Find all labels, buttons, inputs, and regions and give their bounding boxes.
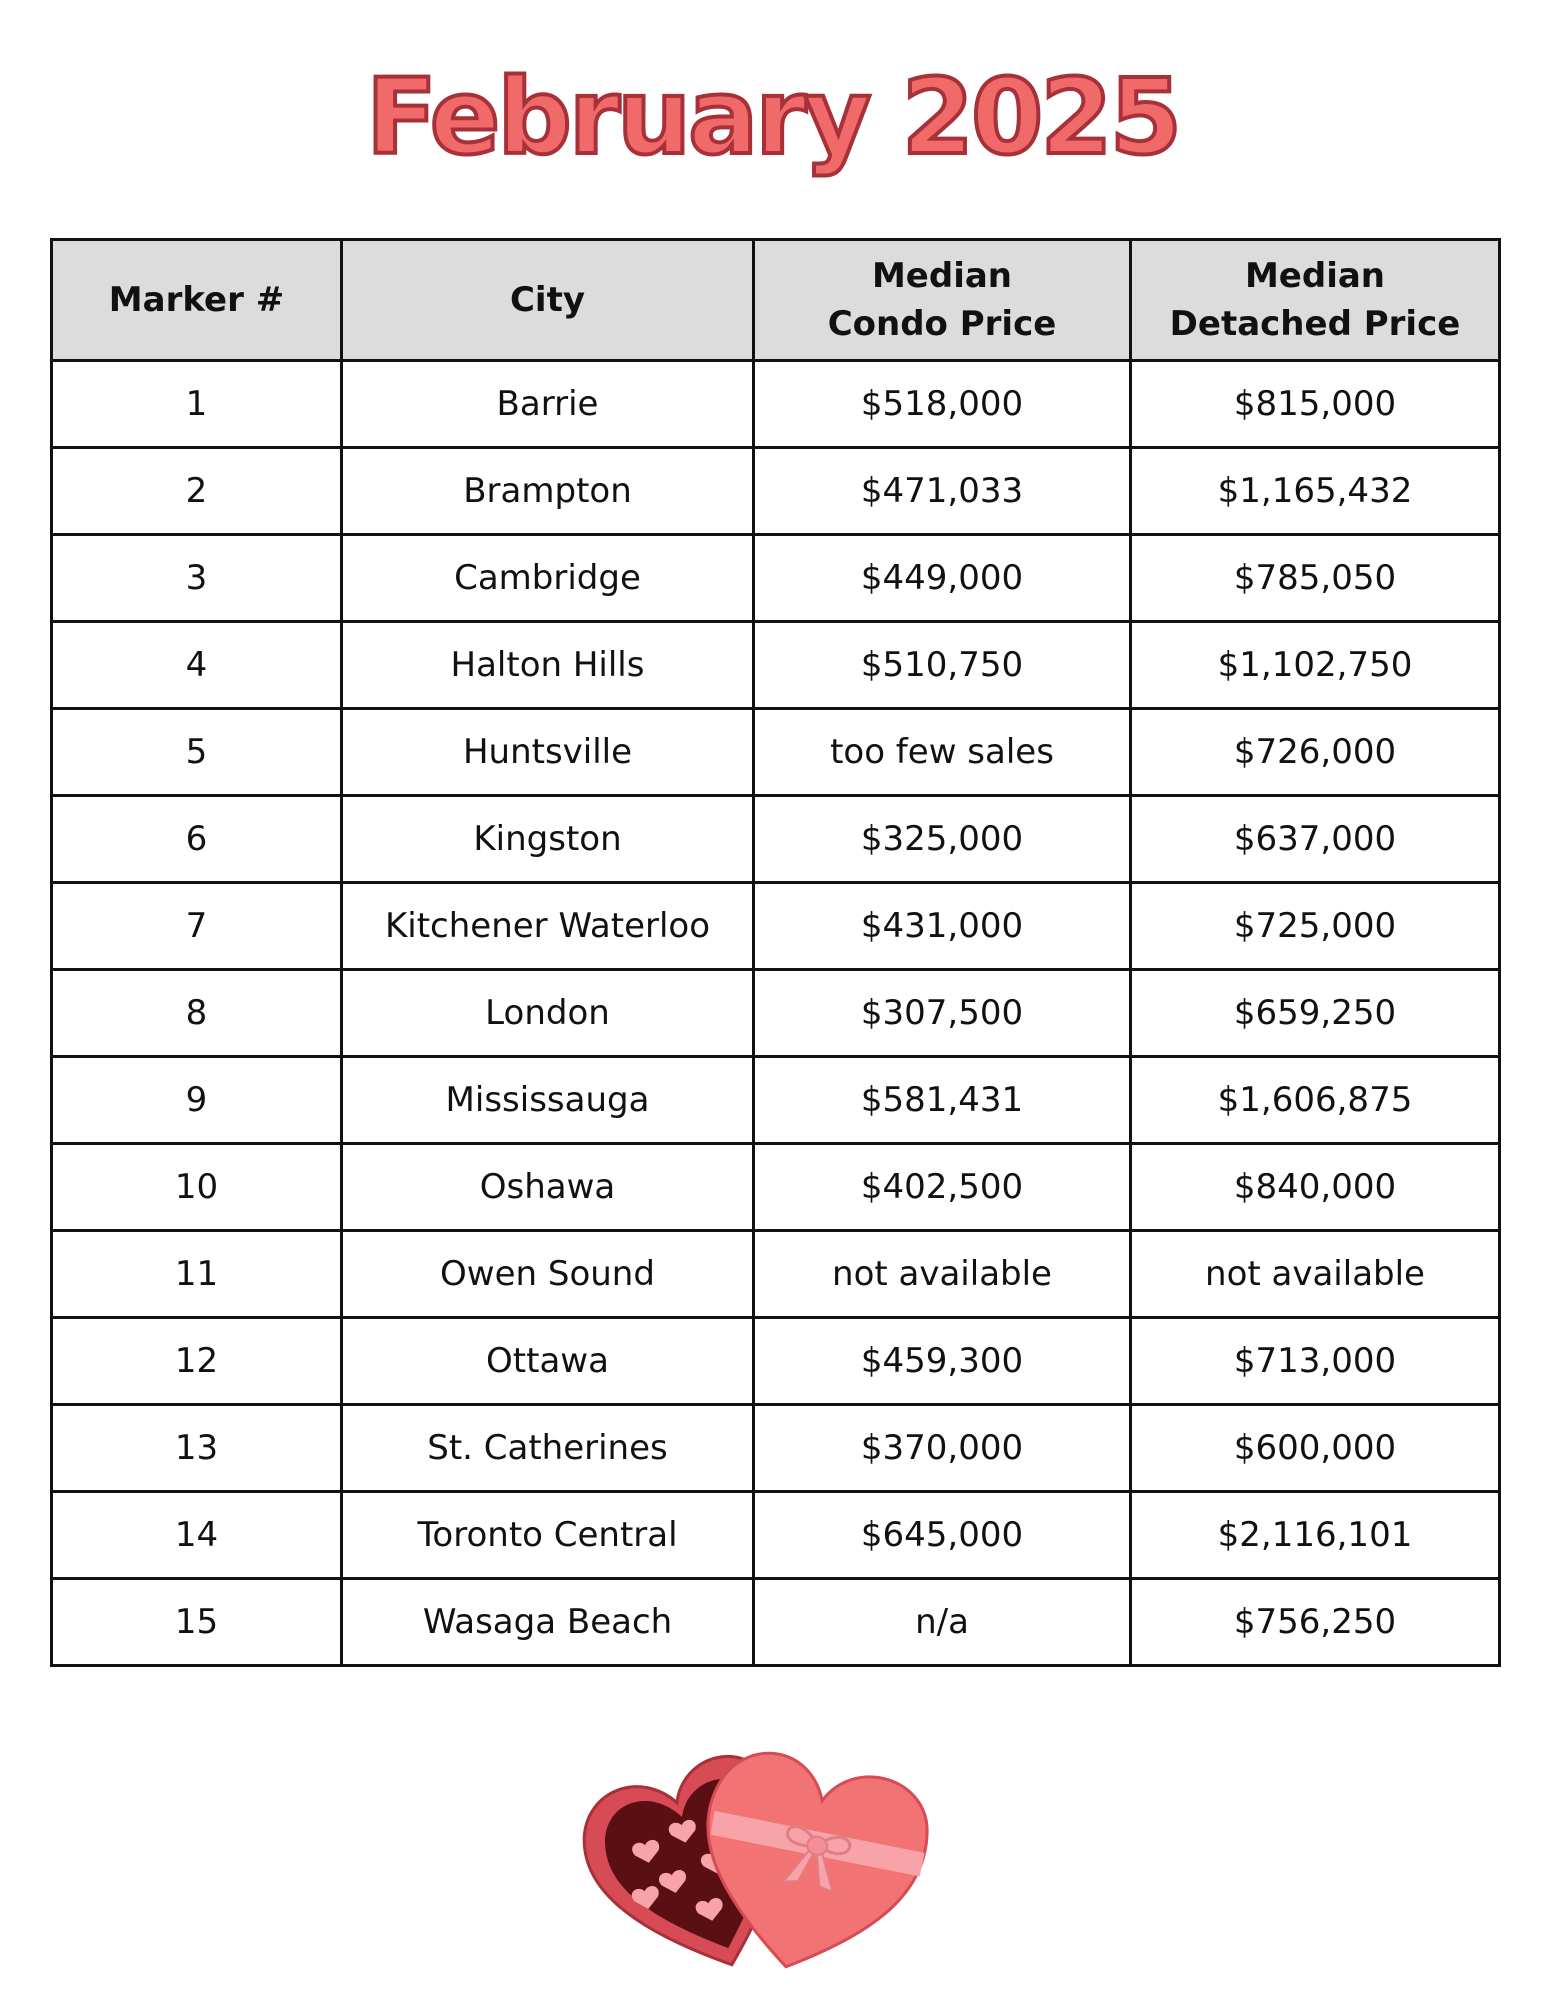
cell-marker: 6 [52,796,342,883]
table-header-row [52,240,1500,361]
table-row [52,1579,1500,1666]
cell-city: Mississauga [342,1057,754,1144]
cell-marker: 5 [52,709,342,796]
cell-detached-price: $840,000 [1131,1144,1500,1231]
cell-condo-price: $459,300 [754,1318,1131,1405]
cell-detached-price: $1,606,875 [1131,1057,1500,1144]
cell-condo-price: $325,000 [754,796,1131,883]
cell-city: Owen Sound [342,1231,754,1318]
table-row [52,1231,1500,1318]
cell-condo-price: $307,500 [754,970,1131,1057]
heart-chocolate-box-icon [580,1712,960,1982]
cell-marker: 11 [52,1231,342,1318]
cell-detached-price: $713,000 [1131,1318,1500,1405]
cell-city: Wasaga Beach [342,1579,754,1666]
cell-detached-price: $815,000 [1131,361,1500,448]
cell-condo-price: $402,500 [754,1144,1131,1231]
cell-condo-price: not available [754,1231,1131,1318]
table-row [52,970,1500,1057]
cell-condo-price: n/a [754,1579,1131,1666]
cell-marker: 10 [52,1144,342,1231]
cell-condo-price: $370,000 [754,1405,1131,1492]
cell-condo-price: $645,000 [754,1492,1131,1579]
cell-detached-price: $785,050 [1131,535,1500,622]
cell-marker: 1 [52,361,342,448]
cell-marker: 8 [52,970,342,1057]
page-title: February 2025 [365,56,1180,178]
cell-city: Barrie [342,361,754,448]
cell-condo-price: $581,431 [754,1057,1131,1144]
table-row [52,1144,1500,1231]
cell-city: Oshawa [342,1144,754,1231]
table-row [52,709,1500,796]
table-row [52,361,1500,448]
cell-detached-price: $726,000 [1131,709,1500,796]
cell-detached-price: $1,165,432 [1131,448,1500,535]
cell-city: Kitchener Waterloo [342,883,754,970]
cell-detached-price: $1,102,750 [1131,622,1500,709]
cell-city: London [342,970,754,1057]
cell-marker: 2 [52,448,342,535]
cell-marker: 14 [52,1492,342,1579]
cell-condo-price: $518,000 [754,361,1131,448]
price-table [50,238,1501,1667]
table-row [52,796,1500,883]
cell-marker: 4 [52,622,342,709]
table-row [52,535,1500,622]
cell-city: Huntsville [342,709,754,796]
cell-detached-price: $659,250 [1131,970,1500,1057]
cell-marker: 13 [52,1405,342,1492]
cell-detached-price: $756,250 [1131,1579,1500,1666]
cell-marker: 15 [52,1579,342,1666]
cell-city: St. Catherines [342,1405,754,1492]
table-row [52,1405,1500,1492]
cell-marker: 9 [52,1057,342,1144]
table-row [52,1492,1500,1579]
cell-condo-price: too few sales [754,709,1131,796]
cell-city: Toronto Central [342,1492,754,1579]
table-row [52,1318,1500,1405]
cell-detached-price: $725,000 [1131,883,1500,970]
cell-city: Cambridge [342,535,754,622]
cell-condo-price: $449,000 [754,535,1131,622]
header-marker: Marker # [52,240,342,361]
cell-condo-price: $510,750 [754,622,1131,709]
table-row [52,448,1500,535]
cell-marker: 12 [52,1318,342,1405]
cell-detached-price: $2,116,101 [1131,1492,1500,1579]
cell-marker: 7 [52,883,342,970]
cell-marker: 3 [52,535,342,622]
table-row [52,1057,1500,1144]
cell-city: Ottawa [342,1318,754,1405]
header-detached-price: Median Detached Price [1131,240,1500,361]
cell-detached-price: $600,000 [1131,1405,1500,1492]
header-city: City [342,240,754,361]
table-row [52,883,1500,970]
cell-city: Halton Hills [342,622,754,709]
cell-city: Kingston [342,796,754,883]
cell-condo-price: $471,033 [754,448,1131,535]
cell-detached-price: $637,000 [1131,796,1500,883]
cell-city: Brampton [342,448,754,535]
cell-condo-price: $431,000 [754,883,1131,970]
header-condo-price: Median Condo Price [754,240,1131,361]
table-row [52,622,1500,709]
cell-detached-price: not available [1131,1231,1500,1318]
